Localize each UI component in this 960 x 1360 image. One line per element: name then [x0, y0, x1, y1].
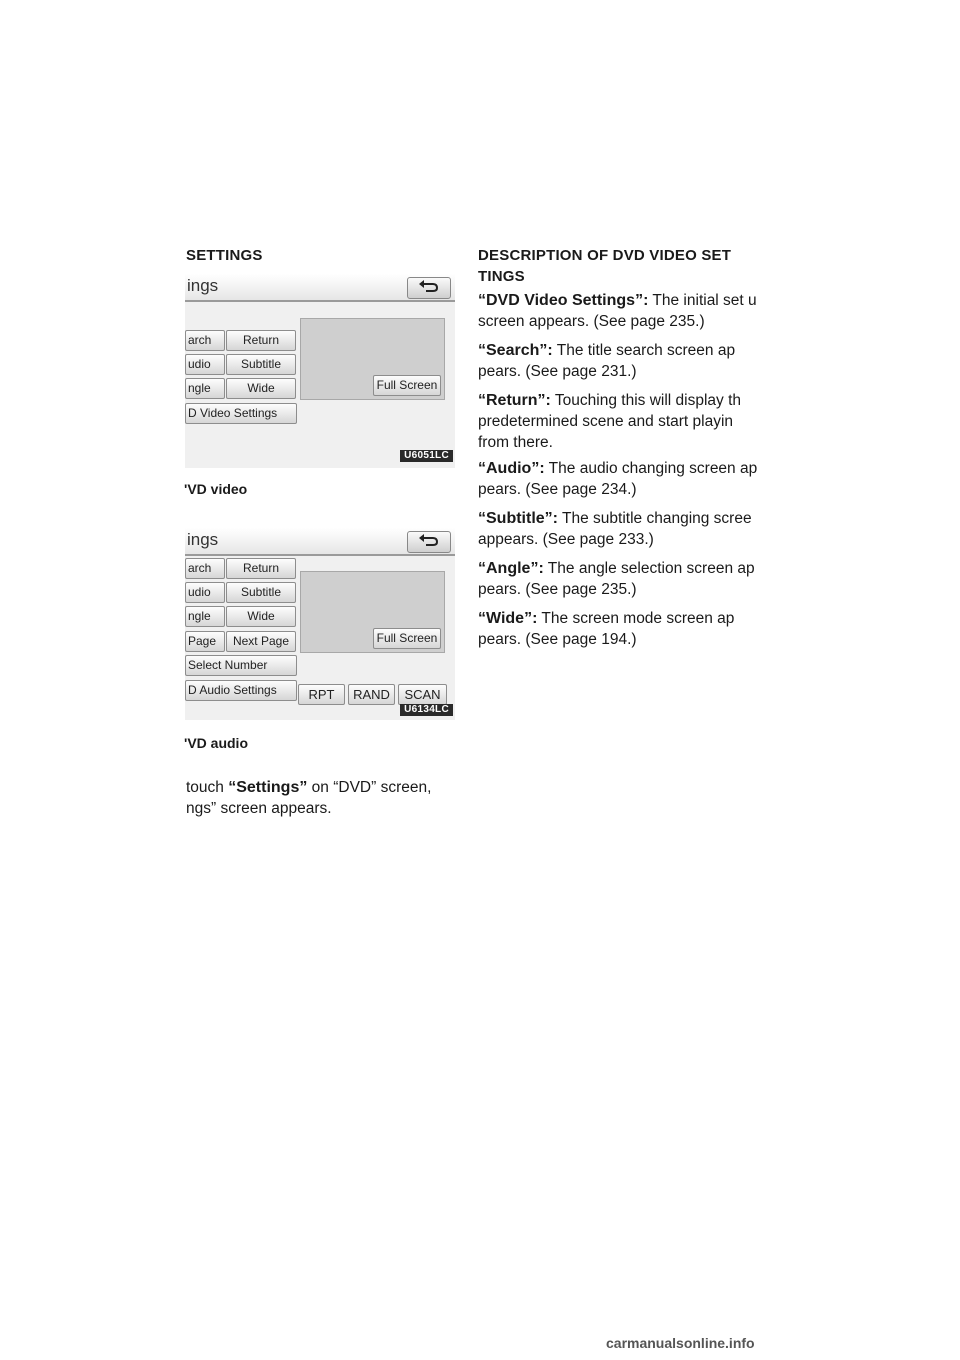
back-button[interactable]	[407, 277, 451, 299]
item-text: pears. (See page 235.)	[478, 581, 637, 598]
dvd-video-settings-button[interactable]: D Video Settings	[185, 403, 297, 424]
item-text: The initial set u	[648, 292, 757, 309]
item-label: “DVD Video Settings”:	[478, 292, 649, 309]
screen-title: ings	[187, 276, 219, 295]
full-screen-button[interactable]: Full Screen	[373, 375, 441, 396]
screen-title-bar	[185, 274, 455, 302]
item-text: from there.	[478, 434, 553, 451]
back-arrow-icon	[418, 280, 440, 294]
subtitle-button[interactable]: Subtitle	[226, 582, 296, 603]
note-text: touch	[186, 779, 229, 796]
search-button[interactable]: arch	[185, 330, 225, 351]
item-dvd-video-settings	[478, 290, 776, 332]
item-search	[478, 340, 776, 382]
item-text: pears. (See page 194.)	[478, 631, 637, 648]
dvd-audio-settings-screenshot	[185, 528, 455, 720]
audio-caption: 'VD audio	[184, 735, 248, 751]
description-heading-line-1: DESCRIPTION OF DVD VIDEO SET	[478, 247, 732, 264]
scan-button[interactable]: SCAN	[398, 684, 447, 705]
item-subtitle	[478, 508, 776, 550]
footer-watermark: carmanualsonline.info	[606, 1335, 755, 1351]
figure-code: U6134LC	[400, 704, 453, 716]
note-bold-term: “Settings”	[228, 779, 308, 796]
back-button[interactable]	[407, 531, 451, 553]
audio-button[interactable]: udio	[185, 582, 225, 603]
wide-button[interactable]: Wide	[226, 378, 296, 399]
item-text: screen appears. (See page 235.)	[478, 313, 705, 330]
dvd-audio-settings-button[interactable]: D Audio Settings	[185, 680, 297, 701]
item-label: “Subtitle”:	[478, 510, 558, 527]
item-return	[478, 390, 776, 453]
item-label: “Search”:	[478, 342, 553, 359]
random-button[interactable]: RAND	[348, 684, 395, 705]
dvd-video-settings-screenshot	[185, 274, 455, 468]
item-text: The subtitle changing scree	[558, 510, 752, 527]
select-number-button[interactable]: Select Number	[185, 655, 297, 676]
back-arrow-icon	[418, 534, 440, 548]
description-heading-line-2: TINGS	[478, 268, 525, 285]
search-button[interactable]: arch	[185, 558, 225, 579]
item-angle	[478, 558, 776, 600]
item-label: “Return”:	[478, 392, 551, 409]
item-text: The title search screen ap	[552, 342, 736, 359]
item-label: “Wide”:	[478, 610, 538, 627]
subtitle-button[interactable]: Subtitle	[226, 354, 296, 375]
item-text: Touching this will display th	[550, 392, 742, 409]
item-label: “Angle”:	[478, 560, 544, 577]
repeat-button[interactable]: RPT	[298, 684, 345, 705]
item-text: The screen mode screen ap	[537, 610, 735, 627]
screen-title: ings	[187, 530, 219, 549]
figure-code: U6051LC	[400, 450, 453, 462]
item-text: The audio changing screen ap	[544, 460, 758, 477]
item-text: appears. (See page 233.)	[478, 531, 654, 548]
angle-button[interactable]: ngle	[185, 606, 225, 627]
full-screen-button[interactable]: Full Screen	[373, 628, 441, 649]
settings-note-line-2: ngs” screen appears.	[186, 800, 332, 817]
item-text: pears. (See page 234.)	[478, 481, 637, 498]
video-caption: 'VD video	[184, 481, 248, 497]
section-heading: SETTINGS	[186, 247, 263, 264]
previous-page-button[interactable]: Page	[185, 631, 225, 652]
next-page-button[interactable]: Next Page	[226, 631, 296, 652]
item-wide	[478, 608, 776, 650]
item-text: predetermined scene and start playin	[478, 413, 734, 430]
item-audio	[478, 458, 776, 500]
item-text: The angle selection screen ap	[543, 560, 755, 577]
item-text: pears. (See page 231.)	[478, 363, 637, 380]
return-button[interactable]: Return	[226, 558, 296, 579]
wide-button[interactable]: Wide	[226, 606, 296, 627]
note-text: on “DVD” screen,	[307, 779, 432, 796]
audio-button[interactable]: udio	[185, 354, 225, 375]
screen-title-bar	[185, 528, 455, 556]
return-button[interactable]: Return	[226, 330, 296, 351]
item-label: “Audio”:	[478, 460, 545, 477]
settings-note-line-1	[186, 777, 431, 798]
angle-button[interactable]: ngle	[185, 378, 225, 399]
